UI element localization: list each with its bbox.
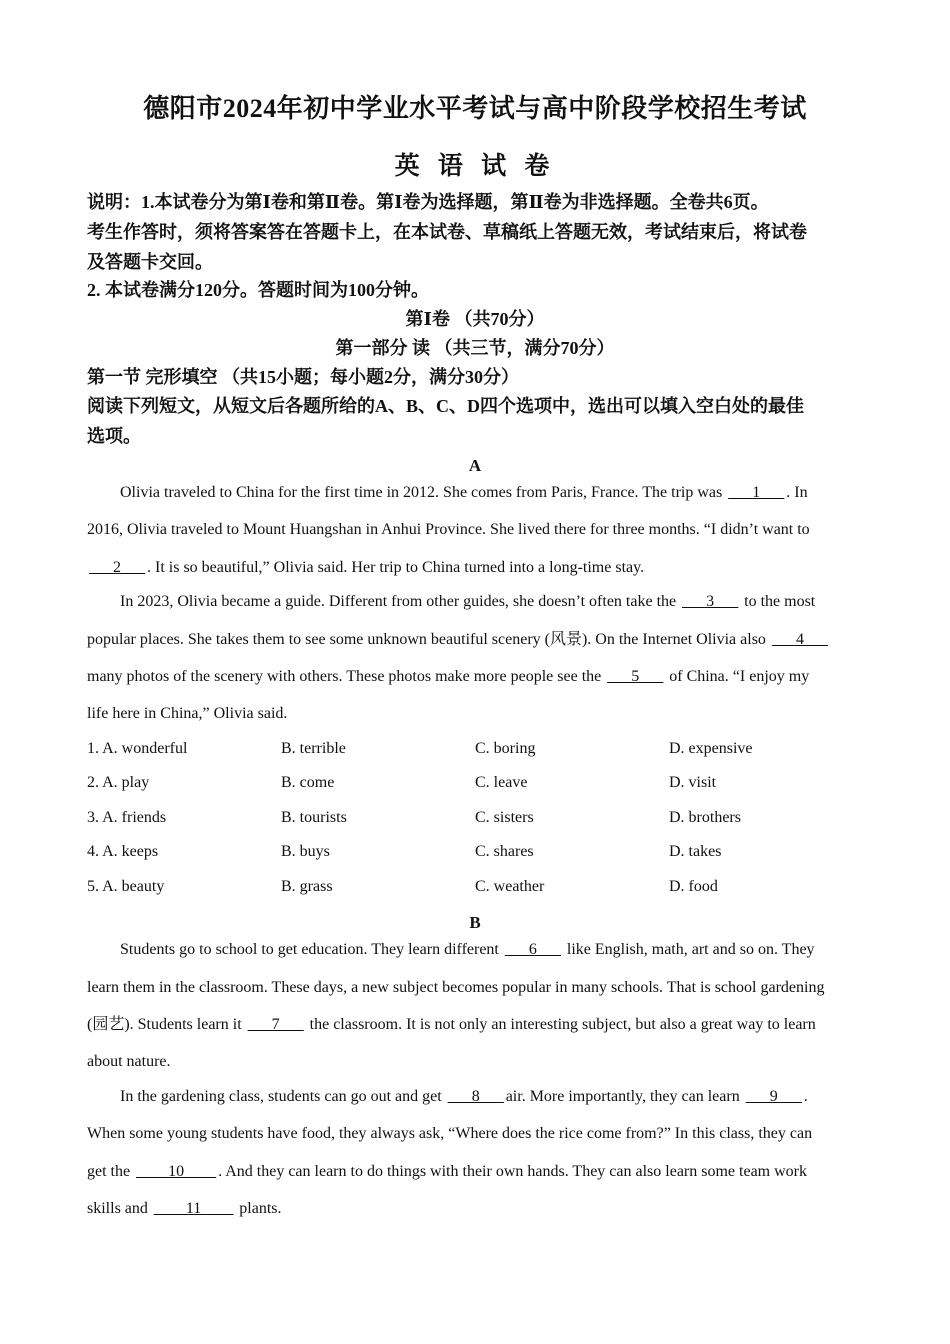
option-1a: 1. A. wonderful [87, 740, 188, 757]
blank-1: ___1___ [728, 484, 785, 501]
passage-b-line: (园艺). Students learn it ___7___ the classroom. It is not only an interesting subject, but also a great way to learn [87, 1016, 816, 1033]
option-1b: B. terrible [281, 740, 346, 757]
option-5c: C. weather [475, 878, 545, 895]
option-3c: C. sisters [475, 809, 534, 826]
option-4c: C. shares [475, 843, 534, 860]
instructions-line-4: 2. 本试卷满分120分。答题时间为100分钟。 [87, 280, 429, 300]
exam-title: 德阳市2024年初中学业水平考试与高中阶段学校招生考试 [143, 94, 807, 123]
blank-11: ____11____ [153, 1200, 234, 1217]
passage-a-line: life here in China,” Olivia said. [87, 705, 288, 722]
passage-b-line: get the ____10____ . And they can learn to do things with their own hands. They can also learn some team work [87, 1163, 807, 1180]
volume-title: 第Ⅰ卷 （共70分） [405, 309, 545, 329]
blank-6: ___6___ [504, 941, 561, 958]
option-2c: C. leave [475, 774, 528, 791]
passage-a-label: A [468, 456, 482, 475]
blank-5: ___5___ [607, 668, 664, 685]
blank-7: ___7___ [247, 1016, 304, 1033]
option-2d: D. visit [669, 774, 717, 791]
passage-b-line: learn them in the classroom. These days, a new subject becomes popular in many schools. That is school gardening [87, 979, 825, 996]
passage-a-line: In 2023, Olivia became a guide. Different from other guides, she doesn’t often take the ___3___ to the most [120, 593, 816, 610]
passage-a-line: many photos of the scenery with others. These photos make more people see the ___5___ of China. “I enjoy my [87, 668, 810, 685]
option-1c: C. boring [475, 740, 536, 757]
passage-b-line: about nature. [87, 1053, 171, 1070]
passage-b-line: In the gardening class, students can go out and get ___8___ air. More importantly, they can learn ___9___ . [120, 1088, 808, 1105]
option-4a: 4. A. keeps [87, 843, 159, 860]
part-title: 第一部分 读 （共三节，满分70分） [335, 338, 615, 358]
option-1d: D. expensive [669, 740, 753, 757]
blank-3: ___3___ [682, 593, 739, 610]
passage-b-label: B [469, 913, 481, 932]
passage-a-line: popular places. She takes them to see some unknown beautiful scenery (风景). On the Internet Olivia also ___4___ [87, 631, 828, 648]
blank-9: ___9___ [745, 1088, 802, 1105]
passage-b-line: Students go to school to get education. They learn different ___6___ like English, math, art and so on. They [120, 941, 815, 958]
option-4b: B. buys [281, 843, 330, 860]
option-2a: 2. A. play [87, 774, 150, 791]
passage-b-line: When some young students have food, they always ask, “Where does the rice come from?” In this class, they can [87, 1125, 813, 1142]
option-4d: D. takes [669, 843, 722, 860]
option-3a: 3. A. friends [87, 809, 167, 826]
option-5d: D. food [669, 878, 718, 895]
passage-a-line: Olivia traveled to China for the first time in 2012. She comes from Paris, France. The trip was ___1___ . In [120, 484, 808, 501]
blank-4: ___4___ [771, 631, 828, 648]
passage-a-line: 2016, Olivia traveled to Mount Huangshan in Anhui Province. She lived there for three months. “I didn’t want to [87, 521, 810, 538]
blank-8: ___8___ [447, 1088, 504, 1105]
directions-line-2: 选项。 [87, 426, 141, 446]
blank-10: ____10____ [136, 1163, 217, 1180]
directions-line-1: 阅读下列短文，从短文后各题所给的A、B、C、D四个选项中，选出可以填入空白处的最佳 [87, 396, 804, 416]
option-2b: B. come [281, 774, 335, 791]
option-3d: D. brothers [669, 809, 741, 826]
option-5a: 5. A. beauty [87, 878, 165, 895]
instructions-line-3: 及答题卡交回。 [87, 252, 213, 272]
instructions-line-2: 考生作答时，须将答案答在答题卡上，在本试卷、草稿纸上答题无效，考试结束后，将试卷 [87, 222, 807, 242]
passage-a-line: ___2___ . It is so beautiful,” Olivia said. Her trip to China turned into a long-time stay. [89, 559, 645, 576]
exam-subtitle: 英 语 试 卷 [394, 153, 556, 180]
section-title: 第一节 完形填空 （共15小题；每小题2分，满分30分） [87, 367, 519, 387]
instructions-line-1: 说明：1.本试卷分为第Ⅰ卷和第Ⅱ卷。第Ⅰ卷为选择题，第Ⅱ卷为非选择题。全卷共6页。 [87, 192, 769, 212]
blank-2: ___2___ [89, 559, 145, 576]
option-5b: B. grass [281, 878, 333, 895]
passage-b-line: skills and ____11____ plants. [87, 1200, 282, 1217]
option-3b: B. tourists [281, 809, 347, 826]
